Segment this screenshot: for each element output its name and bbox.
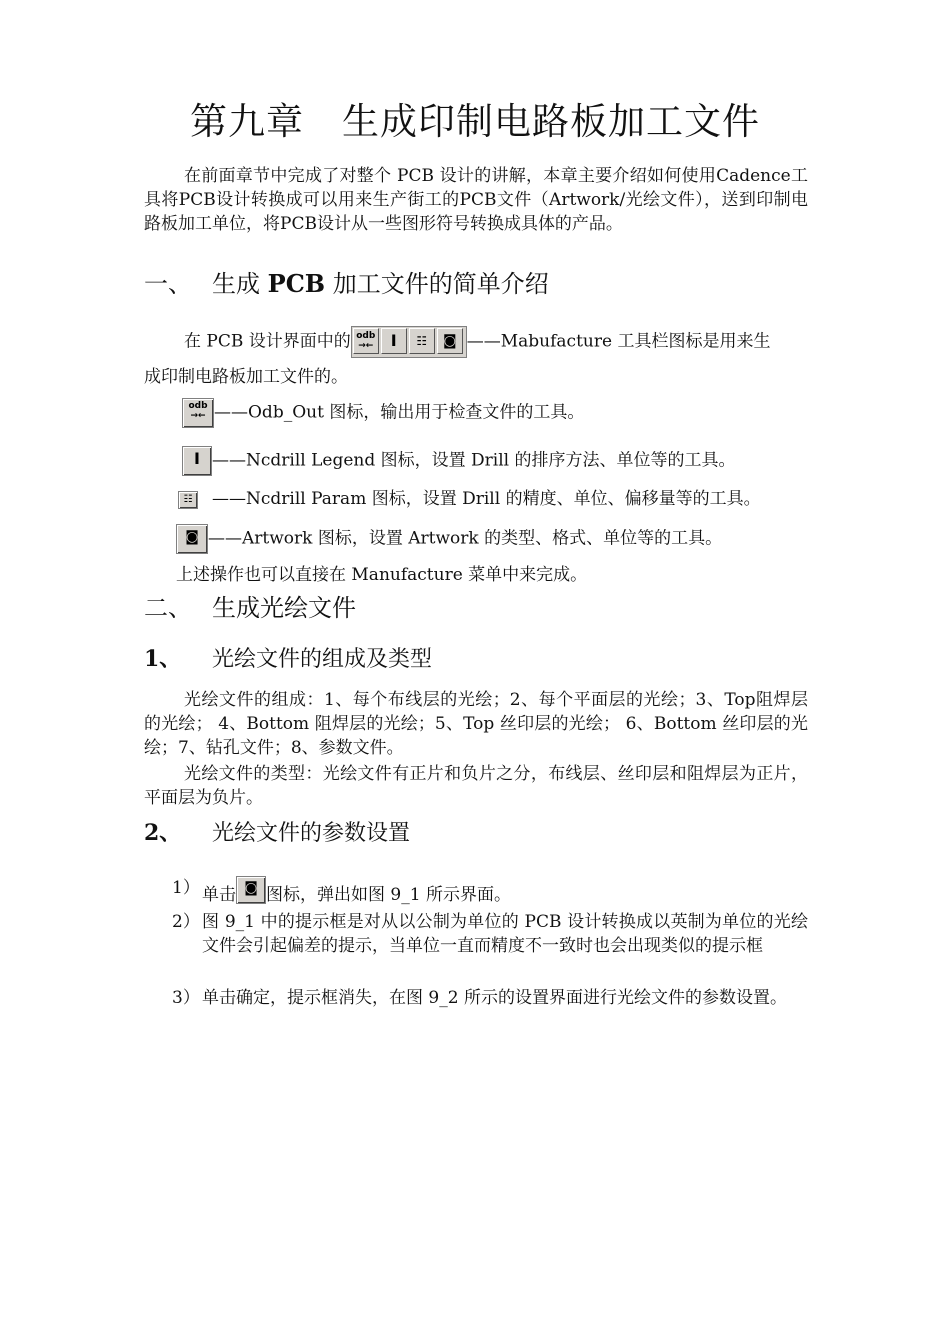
artwork-item-text: ——Artwork 图标，设置 Artwork 的类型、格式、单位等的工具。 <box>208 528 723 549</box>
ncdrill-param-icon: ☷ <box>178 491 198 509</box>
intro-paragraph: 在前面章节中完成了对整个 PCB 设计的讲解，本章主要介绍如何使用Cadence工具将PCB设计转换成可以用来生产街工的PCB文件（Artwork/光绘文件），送到印制电路板加工单位，将PCB设计从一些图形符号转换成具体的产品。 <box>144 166 808 234</box>
subsection1-number: 1、 <box>144 646 182 672</box>
section2-heading-text: 生成光绘文件 <box>212 594 356 622</box>
section1-heading-post: 加工文件的简单介绍 <box>325 270 549 298</box>
odb-item-text: ——Odb_Out 图标，输出用于检查文件的工具。 <box>214 402 585 423</box>
ncdrill-param-item-text: ——Ncdrill Param 图标，设置 Drill 的精度、单位、偏移量等的工具。 <box>212 489 761 509</box>
ncdrill-param-item <box>178 486 761 512</box>
types-paragraph: 光绘文件的类型：光绘文件有正片和负片之分，布线层、丝印层和阻焊层为正片，平面层为负片。 <box>144 764 808 808</box>
toolbar-intro-post: ——Mabufacture 工具栏图标是用来生 <box>466 331 771 352</box>
section2-heading <box>144 592 356 624</box>
step-1-pre: 单击 <box>202 885 236 905</box>
step-1 <box>172 876 808 907</box>
step-2-text: 图 9_1 中的提示框是对从以公制为单位的 PCB 设计转换成以英制为单位的光绘文件会引起偏差的提示，当单位一直而精度不一致时也会出现类似的提示框 <box>202 912 808 956</box>
subsection2-number: 2、 <box>144 820 182 846</box>
ncdrill-param-icon[interactable]: ☷ <box>409 328 435 354</box>
ncdrill-legend-icon: I <box>182 446 212 476</box>
step-2 <box>172 910 808 958</box>
manufacture-toolbar[interactable] <box>351 326 467 358</box>
subsection1-heading <box>144 644 432 675</box>
step-3-label: 3） <box>172 988 200 1008</box>
section1-number: 一、 <box>144 270 192 298</box>
toolbar-intro-pre: 在 PCB 设计界面中的 <box>184 331 351 352</box>
step-1-body <box>202 876 808 907</box>
ncdrill-legend-icon[interactable]: I <box>381 328 407 354</box>
step-1-post: 图标，弹出如图 9_1 所示界面。 <box>266 885 511 905</box>
step-3-text: 单击确定，提示框消失，在图 9_2 所示的设置界面进行光绘文件的参数设置。 <box>202 988 787 1008</box>
artwork-icon[interactable]: ◙ <box>437 328 463 354</box>
ncdrill-legend-item-text: ——Ncdrill Legend 图标，设置 Drill 的排序方法、单位等的工具。 <box>212 450 736 471</box>
section1-heading-bold: PCB <box>267 269 326 298</box>
composition-paragraph: 光绘文件的组成：1、每个布线层的光绘；2、每个平面层的光绘；3、Top阻焊层的光绘； 4、Bottom 阻焊层的光绘；5、Top 丝印层的光绘； 6、Bottom 丝印层的光绘；7、钻孔文件；8、参数文件。 <box>144 690 808 758</box>
ncdrill-legend-item <box>182 446 736 476</box>
toolbar-intro-line2: 成印制电路板加工文件的。 <box>144 367 348 387</box>
section1-heading-pre: 生成 <box>212 270 268 298</box>
section1-heading <box>144 268 549 300</box>
manufacture-note: 上述操作也可以直接在 Manufacture 菜单中来完成。 <box>176 565 588 585</box>
toolbar-intro-line <box>184 326 770 358</box>
step-1-label: 1） <box>172 878 200 898</box>
odb-icon: odb →← <box>182 398 214 428</box>
step-2-label: 2） <box>172 912 200 932</box>
odb-item <box>182 398 584 428</box>
section2-number: 二、 <box>144 594 192 622</box>
odb-icon[interactable]: odb →← <box>353 328 379 354</box>
artwork-icon: ◙ <box>236 876 266 904</box>
artwork-icon: ◙ <box>176 524 208 554</box>
artwork-item <box>176 524 722 554</box>
subsection2-heading <box>144 818 410 849</box>
subsection2-heading-text: 光绘文件的参数设置 <box>212 821 411 846</box>
subsection1-heading-text: 光绘文件的组成及类型 <box>212 647 433 672</box>
chapter-title: 第九章 生成印制电路板加工文件 <box>190 100 760 143</box>
step-3 <box>172 986 808 1010</box>
